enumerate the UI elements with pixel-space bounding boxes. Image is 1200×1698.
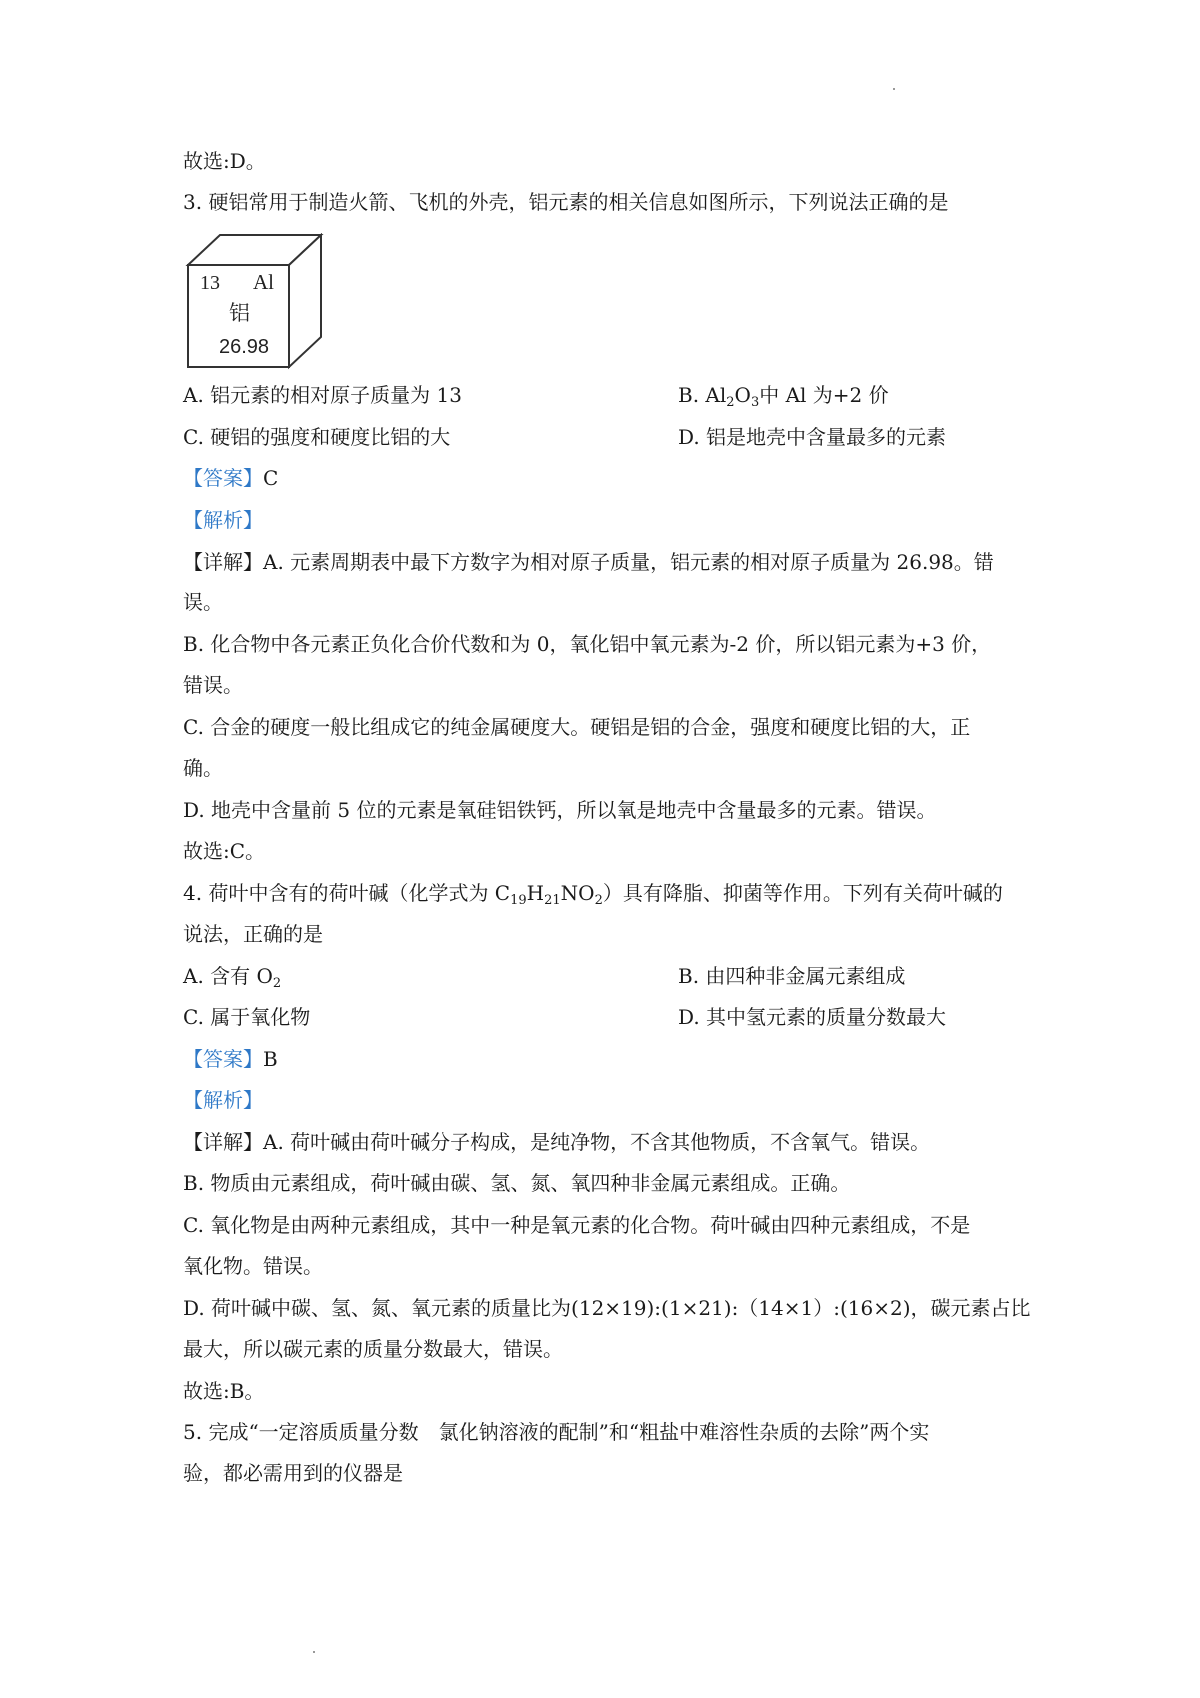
q4-detail-a — [183, 1129, 930, 1155]
q3-stem: 3. 硬铝常用于制造火箭、飞机的外壳，铝元素的相关信息如图所示，下列说法正确的是 — [183, 190, 949, 214]
q4-option-a — [183, 963, 281, 989]
formula-sub-c: 19 — [510, 893, 527, 908]
q4-answer — [183, 1046, 278, 1072]
q4-analysis-tag: 【解析】 — [183, 1088, 263, 1112]
q3-option-b-suffix: 中 Al 为+2 价 — [759, 383, 889, 407]
q3-analysis-tag: 【解析】 — [183, 508, 263, 532]
q3-option-b — [678, 382, 889, 408]
q3-option-b-sub2: 3 — [750, 395, 760, 410]
q4-detail-c-cont: 氧化物。错误。 — [183, 1254, 323, 1278]
q3-option-b-mid: O — [734, 383, 751, 407]
q4-detail-c: C. 氧化物是由两种元素组成，其中一种是氧元素的化合物。荷叶碱由四种元素组成，不是 — [183, 1213, 971, 1237]
q5-stem: 5. 完成“一定溶质质量分数 氯化钠溶液的配制”和“粗盐中难溶性杂质的去除”两个实 — [183, 1420, 930, 1444]
aluminum-element-card — [185, 233, 325, 371]
page-mark-top — [893, 88, 895, 90]
q3-option-d: D. 铝是地壳中含量最多的元素 — [678, 425, 947, 449]
answer-value: B — [263, 1047, 278, 1071]
q3-conclusion: 故选:C。 — [183, 839, 266, 863]
q2-conclusion: 故选:D。 — [183, 149, 266, 173]
q3-detail-a-cont: 误。 — [183, 590, 223, 614]
q4-option-a-prefix: A. 含有 O — [183, 964, 273, 988]
q4-stem-suffix: ）具有降脂、抑菌等作用。下列有关荷叶碱的 — [602, 881, 1003, 905]
q4-stem-cont: 说法，正确的是 — [183, 922, 323, 946]
q3-option-a: A. 铝元素的相对原子质量为 13 — [183, 383, 462, 407]
formula-sub-h: 21 — [544, 893, 561, 908]
answer-value: C — [263, 466, 279, 490]
q3-option-b-prefix: B. Al — [678, 383, 727, 407]
formula-no: NO — [560, 881, 595, 905]
q4-conclusion: 故选:B。 — [183, 1379, 265, 1403]
detail-a-text: A. 荷叶碱由荷叶碱分子构成，是纯净物，不含其他物质，不含氧气。错误。 — [263, 1130, 931, 1154]
q3-answer — [183, 465, 278, 491]
q4-option-a-sub: 2 — [272, 976, 282, 991]
q4-detail-d-cont: 最大，所以碳元素的质量分数最大，错误。 — [183, 1337, 563, 1361]
q3-option-c: C. 硬铝的强度和硬度比铝的大 — [183, 425, 451, 449]
q5-stem-cont: 验，都必需用到的仪器是 — [183, 1461, 403, 1485]
formula-h: H — [526, 881, 545, 905]
detail-tag: 【详解】 — [183, 550, 263, 574]
q3-detail-c-cont: 确。 — [183, 756, 223, 780]
atomic-mass: 26.98 — [219, 336, 270, 358]
q4-option-d: D. 其中氢元素的质量分数最大 — [678, 1005, 947, 1029]
q4-option-c: C. 属于氧化物 — [183, 1005, 311, 1029]
q4-detail-d: D. 荷叶碱中碳、氢、氮、氧元素的质量比为(12×19):(1×21):（14×1）:(16×2)，碳元素占比 — [183, 1296, 1031, 1320]
element-symbol: Al — [253, 270, 274, 294]
detail-tag: 【详解】 — [183, 1130, 263, 1154]
q4-option-b: B. 由四种非金属元素组成 — [678, 964, 906, 988]
element-name: 铝 — [229, 301, 250, 325]
q4-stem-prefix: 4. 荷叶中含有的荷叶碱（化学式为 C — [183, 881, 511, 905]
atomic-number: 13 — [200, 272, 220, 294]
q4-detail-b: B. 物质由元素组成，荷叶碱由碳、氢、氮、氧四种非金属元素组成。正确。 — [183, 1171, 851, 1195]
q3-detail-b: B. 化合物中各元素正负化合价代数和为 0，氧化铝中氧元素为-2 价，所以铝元素为+3 价， — [183, 632, 992, 656]
q3-detail-a — [183, 549, 994, 575]
q3-option-b-sub1: 2 — [726, 395, 735, 410]
detail-a-text: A. 元素周期表中最下方数字为相对原子质量，铝元素的相对原子质量为 26.98。错 — [263, 550, 994, 574]
q3-detail-d: D. 地壳中含量前 5 位的元素是氧硅铝铁钙，所以氧是地壳中含量最多的元素。错误。 — [183, 798, 937, 822]
page-mark-bottom — [313, 1651, 315, 1653]
q4-stem — [183, 880, 1003, 906]
answer-tag: 【答案】 — [183, 1047, 263, 1071]
q3-detail-c: C. 合金的硬度一般比组成它的纯金属硬度大。硬铝是铝的合金，强度和硬度比铝的大，正 — [183, 715, 971, 739]
q3-detail-b-cont: 错误。 — [183, 673, 243, 697]
formula-sub-o: 2 — [594, 893, 603, 908]
answer-tag: 【答案】 — [183, 466, 263, 490]
